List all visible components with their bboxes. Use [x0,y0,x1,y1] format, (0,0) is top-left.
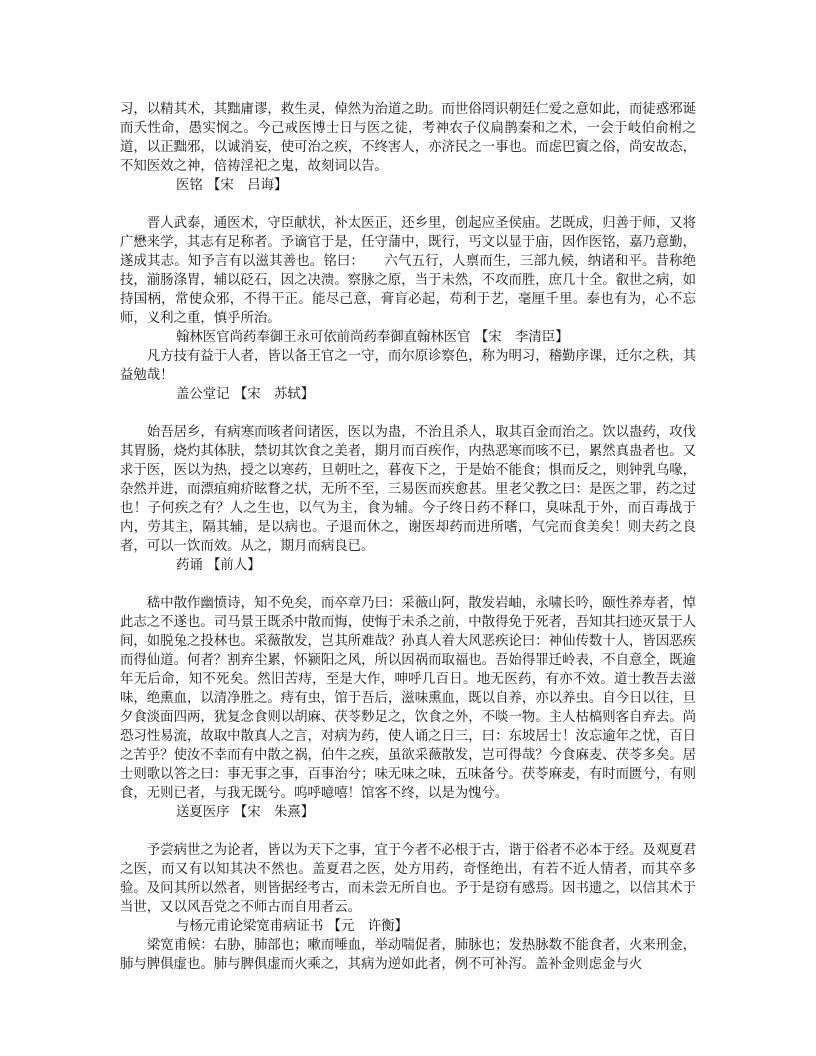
section-heading: 医铭 【宋 吕诲】 [176,178,288,193]
section-heading: 盖公堂记 【宋 苏轼】 [176,387,315,402]
blank-line [120,404,696,423]
paragraph: 始吾居乡，有病寒而咳者问诸医，医以为蛊，不治且杀人，取其百金而治之。饮以蛊药，攻伐其胃肠，烧灼其体肤，禁切其饮食之美者，期月而百疾作，内热恶寒而咳不已，累然真蛊者也。又求于医，医以为热，授之以寒药，旦朝吐之，暮夜下之，于是始不能食；惧而反之，则钟乳乌喙，杂然并进，而漂疽痈疥眩瞀之状，无所不至，三易医而疾愈甚。里老父教之曰：是医之罪，药之过也！子何疾之有？人之生也，以气为主，食为辅。今子终日药不释口，臭味乱于外，而百毒战于内，劳其主，隔其辅，是以病也。子退而休之，谢医却药而进所嗜，气完而食美矣！则夫药之良者，可以一饮而效。从之，期月而病良已。 [120,425,696,554]
section-heading: 送夏医序 【宋 朱熹】 [176,805,315,820]
paragraph: 晋人武泰，通医术，守臣献状，补太医正，还乡里，创起应圣侯庙。艺既成，归善于师，又将广懋来学，其志有足称者。予谪官于是，任守蒲中，既行，丐文以显于庙，因作医铭，嘉乃意勤，遂成其志。知予言有以滋其善也。铭曰： 六气五行，人禀而生，三部九候，纳诸和平。昔称绝技，湔肠涤胃，辅以砭石，因之决溃。察脉之原，当于未然，不攻而胜，庶几十全。叡世之病，如持国柄，常使众邪，不得干正。能尽己意，膏肓必起，苟利于艺，毫厘千里。泰也有为，心不忘师，义利之重，慎乎所治。 [120,216,696,326]
paragraph: 梁宽甫候：右胁，肺部也；嗽而唾血，举动喘促者，肺脉也；发热脉数不能食者，火来刑金，肺与脾俱虚也。肺与脾俱虚而火乘之，其病为逆如此者，例不可补泻。盖补金则虑金与火 [120,938,696,972]
paragraph: 予尝病世之为论者，皆以为天下之事，宜于今者不必根于古，谐于俗者不必本于经。及观夏君之医，而又有以知其决不然也。盖夏君之医，处方用药，奇怪绝出，有若不近人情者，而其卒多验。及问其所以然者，则皆据经考古，而未尝无所自也。予于是窃有感焉。因书遗之，以信其术于当世，又以风吾党之不师古而自用者云。 [120,843,696,915]
blank-line [120,575,696,594]
blank-line [120,822,696,841]
blank-line [120,195,696,214]
section-heading: 药诵 【前人】 [176,558,261,573]
section-heading: 翰林医官尚药奉御王永可依前尚药奉御直翰林医官 【宋 李清臣】 [176,330,569,345]
section-heading: 与杨元甫论梁宽甫病证书 【元 许衡】 [176,919,408,934]
paragraph: 嵇中散作幽愤诗，知不免矣，而卒章乃曰：采薇山阿，散发岩岫，永啸长吟，颐性养寿者，悼此志之不遂也。司马景王既杀中散而悔，使悔于未杀之前，中散得免于死者，吾知其扫迹灭景于人间，如脱兔之投林也。采薇散发，岂其所难哉？孙真人着大风恶疾论曰：神仙传数十人，皆因恶疾而得仙道。何者？割弃尘累，怀颍阳之风，所以因祸而取福也。吾始得罪迁岭表，不自意全，既逾年无后命，知不死矣。然旧苦痔，至是大作，呻呼几百日。地无医药，有亦不效。道士教吾去滋味，绝熏血，以清净胜之。痔有虫，馆于吾后，滋味熏血，既以自养，亦以养虫。自今日以往，旦夕食淡面四两，犹复念食则以胡麻、茯苓麨足之，饮食之外，不啖一物。主人枯槁则客自弃去。尚恐习性易流，故取中散真人之言，对病为药，使人诵之日三，曰：东坡居士！汝忘逾年之忧，百日之苦乎？使汝不幸而有中散之祸，伯牛之疾，虽欲采薇散发，岂可得哉？今食麻麦、茯苓多矣。居士则歌以答之曰：事无事之事，百事治兮；味无味之味，五味备兮。茯苓麻麦，有时而匮兮，有则食，无则已者，与我无既兮。呜呼噫嘻！馆客不终，以是为愧兮。 [120,596,696,801]
paragraph: 习，以精其术，其黜庸谬，救生灵，倬然为治道之助。而世俗罔识朝廷仁爱之意如此，而徒惑邪诞而夭性命，愚实悯之。今己戒医博士日与医之徒，考神农子仪扁鹊秦和之术，一会于岐伯俞柎之道，以正黜邪，以诚消妄，使可治之疾，不终害人，亦济民之一事也。而虑巴賨之俗，尚安故态，不知医效之神，倍祷淫祀之鬼，故刻词以告。 [120,102,696,174]
paragraph: 凡方技有益于人者，皆以备王官之一守，而尔原诊察色，称为明习，稽勤序课，迁尔之秩，其益勉哉！ [120,349,696,383]
